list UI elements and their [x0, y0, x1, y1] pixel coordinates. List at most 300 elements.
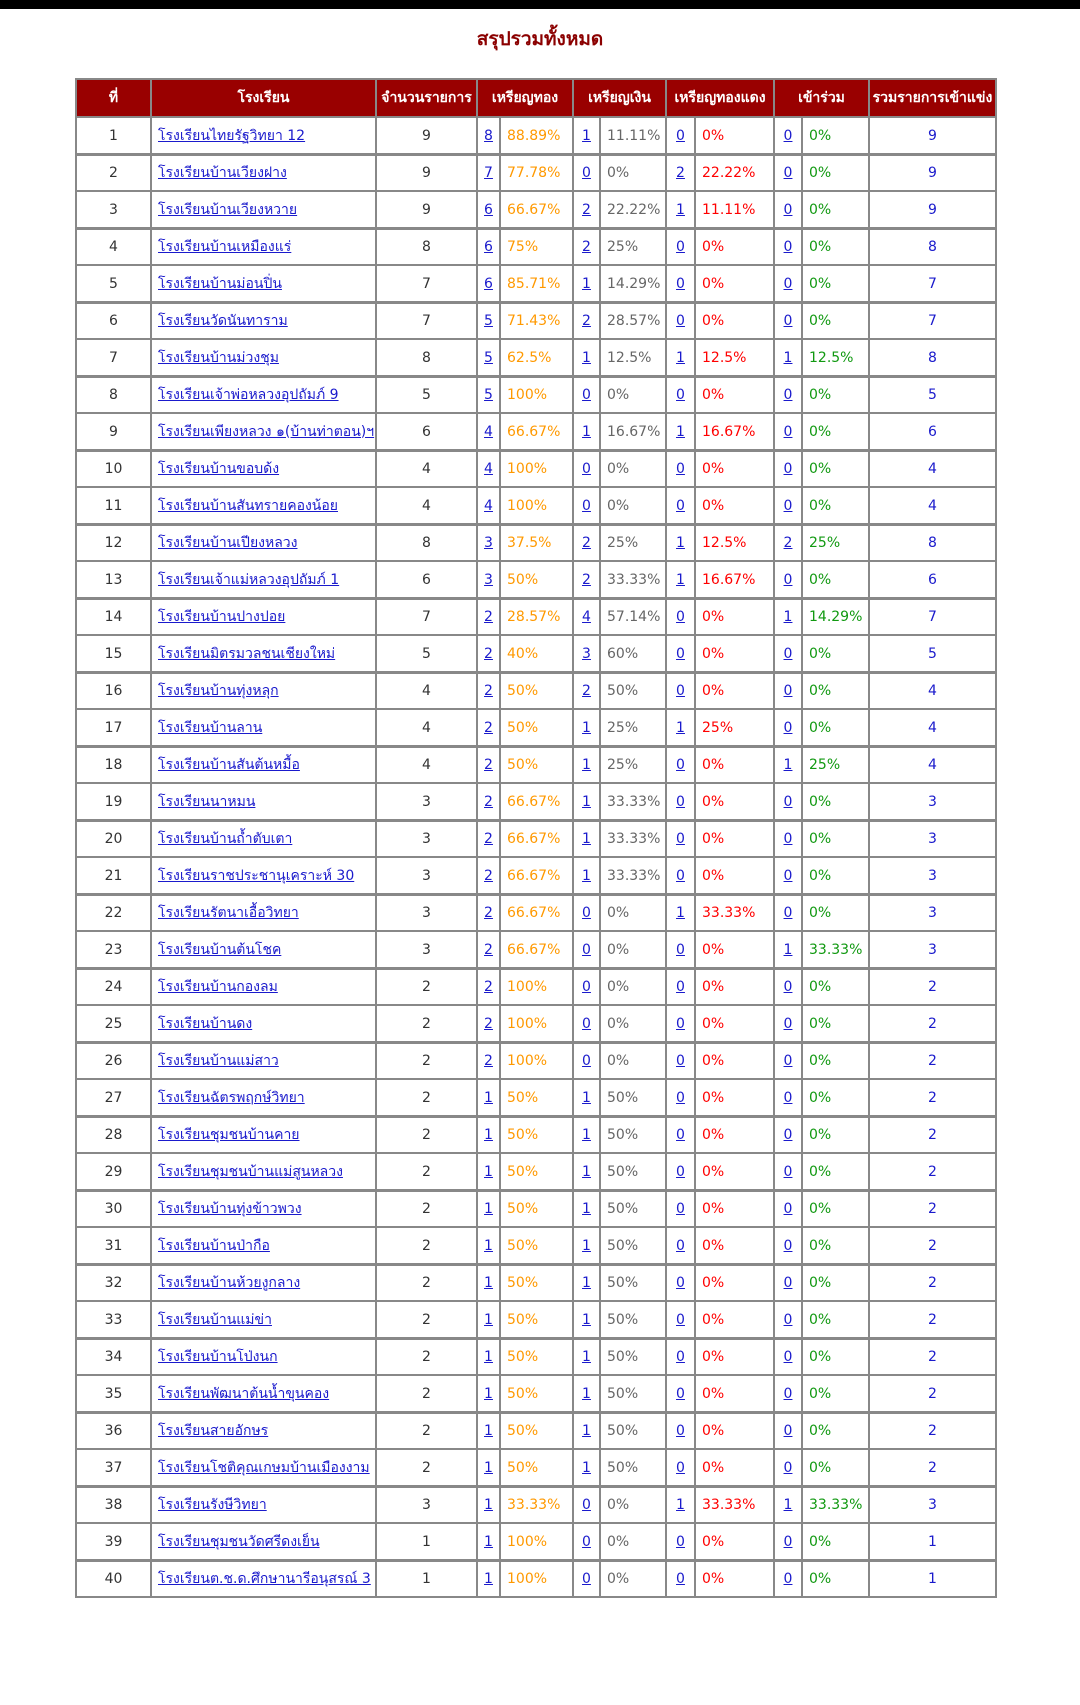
- join-count-link[interactable]: 0: [783, 1311, 793, 1328]
- table-row: [76, 1449, 996, 1486]
- item-count: 7: [376, 265, 477, 302]
- school-link[interactable]: โรงเรียนบ้านห้วยงูกลาง: [158, 1275, 301, 1291]
- school-link[interactable]: โรงเรียนรัตนาเอื้อวิทยา: [158, 905, 299, 921]
- silver-count-link[interactable]: 2: [582, 535, 591, 551]
- gold-count-link[interactable]: 5: [484, 387, 493, 403]
- join-count-link[interactable]: 0: [783, 1201, 793, 1217]
- gold-count-link[interactable]: 2: [484, 979, 493, 995]
- join-count-link[interactable]: 0: [783, 201, 793, 218]
- school-link[interactable]: โรงเรียนบ้านโป่งนก: [158, 1349, 278, 1365]
- join-count-cell: [774, 1449, 802, 1486]
- bronze-count-link[interactable]: 0: [676, 461, 685, 477]
- row-number: 36: [76, 1412, 151, 1449]
- gold-count-link[interactable]: 1: [484, 1423, 493, 1439]
- school-link[interactable]: โรงเรียนบ้านเปียงหลวง: [158, 535, 298, 551]
- silver-count-link[interactable]: 1: [582, 719, 591, 736]
- school-cell: [151, 820, 376, 857]
- silver-percent: 33.33%: [600, 820, 666, 857]
- table-row: [76, 1190, 996, 1227]
- bronze-count-cell: [666, 1375, 695, 1412]
- silver-count-link[interactable]: 0: [582, 1015, 591, 1032]
- silver-count-link[interactable]: 2: [582, 683, 591, 699]
- silver-count-link[interactable]: 1: [582, 1423, 591, 1439]
- bronze-percent: 0%: [695, 1227, 774, 1264]
- table-row: [76, 376, 996, 413]
- join-count-link[interactable]: 1: [783, 609, 793, 625]
- join-count-link[interactable]: 0: [783, 719, 793, 736]
- silver-count-cell: [573, 1264, 600, 1301]
- silver-count-link[interactable]: 1: [582, 1349, 591, 1365]
- bronze-count-link[interactable]: 0: [676, 275, 685, 292]
- gold-count-link[interactable]: 7: [484, 165, 493, 181]
- bronze-count-link[interactable]: 1: [676, 201, 685, 218]
- gold-count-cell: [477, 228, 500, 265]
- join-count-link[interactable]: 0: [783, 831, 793, 847]
- gold-percent: 50%: [500, 672, 573, 709]
- bronze-count-cell: [666, 1560, 695, 1597]
- silver-percent: 60%: [600, 635, 666, 672]
- item-count: 2: [376, 1190, 477, 1227]
- gold-count-link[interactable]: 2: [484, 793, 493, 810]
- gold-count-link[interactable]: 4: [484, 423, 493, 440]
- silver-count-link[interactable]: 0: [582, 905, 591, 921]
- school-link[interactable]: โรงเรียนบ้านเวียงฝาง: [158, 165, 287, 181]
- silver-count-link[interactable]: 1: [582, 423, 591, 440]
- bronze-count-link[interactable]: 0: [676, 313, 685, 329]
- school-link[interactable]: โรงเรียนชุมชนวัดศรีดงเย็น: [158, 1533, 320, 1550]
- join-count-link[interactable]: 0: [783, 313, 793, 329]
- bronze-count-link[interactable]: 0: [676, 1127, 685, 1143]
- school-link[interactable]: โรงเรียนบ้านม่วงชุม: [158, 349, 279, 366]
- join-count-link[interactable]: 0: [783, 1459, 793, 1476]
- silver-percent: 50%: [600, 1449, 666, 1486]
- bronze-count-link[interactable]: 0: [676, 867, 685, 884]
- silver-count-link[interactable]: 1: [582, 1459, 591, 1476]
- bronze-count-link[interactable]: 0: [676, 831, 685, 847]
- school-cell: [151, 450, 376, 487]
- silver-count-link[interactable]: 1: [582, 1163, 591, 1180]
- school-cell: [151, 783, 376, 820]
- school-cell: [151, 1227, 376, 1264]
- bronze-count-cell: [666, 1301, 695, 1338]
- silver-count-link[interactable]: 0: [582, 1497, 591, 1513]
- join-percent: 0%: [802, 1079, 869, 1116]
- silver-count-link[interactable]: 0: [582, 979, 591, 995]
- gold-count-cell: [477, 376, 500, 413]
- bronze-count-link[interactable]: 1: [676, 349, 685, 366]
- total-entries: 7: [869, 598, 996, 635]
- silver-count-cell: [573, 1412, 600, 1449]
- silver-count-link[interactable]: 0: [582, 1053, 591, 1069]
- silver-percent: 0%: [600, 968, 666, 1005]
- join-percent: 0%: [802, 1560, 869, 1597]
- gold-count-link[interactable]: 6: [484, 201, 493, 218]
- silver-percent: 0%: [600, 894, 666, 931]
- gold-count-cell: [477, 265, 500, 302]
- gold-count-cell: [477, 117, 500, 154]
- gold-count-link[interactable]: 1: [484, 1237, 493, 1254]
- school-link[interactable]: โรงเรียนโชติคุณเกษมบ้านเมืองงาม: [158, 1459, 370, 1476]
- gold-count-link[interactable]: 2: [484, 867, 493, 884]
- bronze-count-link[interactable]: 0: [676, 1459, 685, 1476]
- bronze-count-link[interactable]: 0: [676, 1163, 685, 1180]
- school-link[interactable]: โรงเรียนชุมชนบ้านคาย: [158, 1127, 300, 1143]
- gold-count-link[interactable]: 1: [484, 1127, 493, 1143]
- item-count: 2: [376, 1264, 477, 1301]
- silver-count-link[interactable]: 1: [582, 1089, 591, 1106]
- bronze-count-cell: [666, 154, 695, 191]
- row-number: 38: [76, 1486, 151, 1523]
- gold-count-link[interactable]: 3: [484, 571, 493, 588]
- gold-count-link[interactable]: 1: [484, 1459, 493, 1476]
- school-cell: [151, 1116, 376, 1153]
- gold-count-link[interactable]: 2: [484, 757, 493, 773]
- join-count-cell: [774, 117, 802, 154]
- gold-count-link[interactable]: 2: [484, 609, 493, 625]
- header-row: [76, 79, 996, 117]
- join-count-link[interactable]: 0: [783, 1015, 793, 1032]
- silver-count-cell: [573, 1486, 600, 1523]
- gold-count-link[interactable]: 1: [484, 1163, 493, 1180]
- gold-percent: 50%: [500, 1375, 573, 1412]
- bronze-count-link[interactable]: 0: [676, 683, 685, 699]
- join-percent: 0%: [802, 783, 869, 820]
- gold-count-link[interactable]: 2: [484, 645, 493, 662]
- school-link[interactable]: โรงเรียนวัดนันทาราม: [158, 313, 288, 329]
- join-count-link[interactable]: 1: [783, 941, 793, 958]
- bronze-count-link[interactable]: 0: [676, 645, 685, 662]
- school-cell: [151, 1301, 376, 1338]
- bronze-percent: 33.33%: [695, 894, 774, 931]
- join-count-link[interactable]: 2: [783, 535, 793, 551]
- bronze-percent: 22.22%: [695, 154, 774, 191]
- gold-percent: 66.67%: [500, 894, 573, 931]
- silver-count-link[interactable]: 0: [582, 497, 591, 514]
- join-count-link[interactable]: 0: [783, 1349, 793, 1365]
- silver-count-link[interactable]: 1: [582, 867, 591, 884]
- bronze-count-cell: [666, 746, 695, 783]
- total-entries: 9: [869, 117, 996, 154]
- gold-count-link[interactable]: 8: [484, 127, 493, 144]
- item-count: 3: [376, 894, 477, 931]
- table-row: [76, 117, 996, 154]
- gold-count-link[interactable]: 3: [484, 535, 493, 551]
- bronze-count-link[interactable]: 0: [676, 1237, 685, 1254]
- bronze-count-link[interactable]: 0: [676, 1533, 685, 1550]
- join-count-link[interactable]: 0: [783, 1237, 793, 1254]
- bronze-count-link[interactable]: 0: [676, 979, 685, 995]
- item-count: 7: [376, 302, 477, 339]
- gold-count-cell: [477, 1042, 500, 1079]
- school-link[interactable]: โรงเรียนเพียงหลวง ๑(บ้านท่าตอน)ฯ: [158, 423, 375, 440]
- row-number: 27: [76, 1079, 151, 1116]
- join-count-link[interactable]: 0: [783, 867, 793, 884]
- table-row: [76, 1486, 996, 1523]
- silver-count-link[interactable]: 1: [582, 1127, 591, 1143]
- gold-count-link[interactable]: 4: [484, 461, 493, 477]
- gold-count-link[interactable]: 2: [484, 941, 493, 958]
- bronze-count-cell: [666, 820, 695, 857]
- school-link[interactable]: โรงเรียนบ้านทุ่งหลุก: [158, 683, 279, 699]
- bronze-percent: 0%: [695, 598, 774, 635]
- school-link[interactable]: โรงเรียนบ้านป่ากือ: [158, 1237, 270, 1254]
- silver-count-link[interactable]: 0: [582, 387, 591, 403]
- bronze-percent: 0%: [695, 1523, 774, 1560]
- bronze-count-link[interactable]: 0: [676, 387, 685, 403]
- bronze-count-link[interactable]: 0: [676, 239, 685, 255]
- silver-count-link[interactable]: 0: [582, 941, 591, 958]
- row-number: 28: [76, 1116, 151, 1153]
- school-link[interactable]: โรงเรียนบ้านเหมืองแร่: [158, 239, 292, 255]
- school-link[interactable]: โรงเรียนบ้านสันทรายคองน้อย: [158, 497, 338, 514]
- row-number: 11: [76, 487, 151, 524]
- join-count-link[interactable]: 0: [783, 1089, 793, 1106]
- school-link[interactable]: โรงเรียนสายอักษร: [158, 1423, 269, 1439]
- bronze-count-link[interactable]: 0: [676, 1275, 685, 1291]
- silver-percent: 11.11%: [600, 117, 666, 154]
- item-count: 4: [376, 709, 477, 746]
- join-count-link[interactable]: 0: [783, 1275, 793, 1291]
- gold-count-link[interactable]: 5: [484, 313, 493, 329]
- silver-count-link[interactable]: 1: [582, 1275, 591, 1291]
- bronze-count-link[interactable]: 0: [676, 793, 685, 810]
- join-count-link[interactable]: 1: [783, 757, 793, 773]
- join-count-link[interactable]: 0: [783, 497, 793, 514]
- school-link[interactable]: โรงเรียนบ้านปางปอย: [158, 609, 286, 625]
- join-count-link[interactable]: 0: [783, 239, 793, 255]
- school-cell: [151, 968, 376, 1005]
- bronze-count-link[interactable]: 0: [676, 1201, 685, 1217]
- gold-count-link[interactable]: 1: [484, 1349, 493, 1365]
- silver-count-link[interactable]: 1: [582, 127, 591, 144]
- join-count-link[interactable]: 0: [783, 387, 793, 403]
- school-link[interactable]: โรงเรียนรังษีวิทยา: [158, 1497, 267, 1513]
- silver-count-link[interactable]: 1: [582, 1311, 591, 1328]
- silver-count-link[interactable]: 4: [582, 609, 591, 625]
- join-count-link[interactable]: 0: [783, 1127, 793, 1143]
- join-percent: 0%: [802, 1375, 869, 1412]
- gold-count-link[interactable]: 2: [484, 1015, 493, 1032]
- gold-percent: 50%: [500, 1338, 573, 1375]
- table-row: [76, 783, 996, 820]
- school-link[interactable]: โรงเรียนบ้านม่อนปิ่น: [158, 275, 282, 292]
- school-link[interactable]: โรงเรียนไทยรัฐวิทยา 12: [158, 127, 306, 144]
- join-count-link[interactable]: 0: [783, 979, 793, 995]
- gold-count-link[interactable]: 6: [484, 275, 493, 292]
- join-count-link[interactable]: 0: [783, 165, 793, 181]
- school-link[interactable]: โรงเรียนบ้านลาน: [158, 719, 263, 736]
- silver-count-link[interactable]: 0: [582, 165, 591, 181]
- silver-count-link[interactable]: 1: [582, 757, 591, 773]
- silver-count-link[interactable]: 2: [582, 571, 591, 588]
- silver-count-link[interactable]: 1: [582, 1385, 591, 1402]
- gold-count-link[interactable]: 5: [484, 349, 493, 366]
- join-percent: 0%: [802, 1042, 869, 1079]
- school-link[interactable]: โรงเรียนราชประชานุเคราะห์ 30: [158, 867, 355, 884]
- join-count-link[interactable]: 0: [783, 423, 793, 440]
- bronze-count-link[interactable]: 0: [676, 1015, 685, 1032]
- gold-percent: 100%: [500, 376, 573, 413]
- join-count-link[interactable]: 0: [783, 1163, 793, 1180]
- join-count-link[interactable]: 0: [783, 645, 793, 662]
- bronze-count-link[interactable]: 1: [676, 423, 685, 440]
- gold-count-link[interactable]: 2: [484, 831, 493, 847]
- bronze-count-link[interactable]: 0: [676, 609, 685, 625]
- school-link[interactable]: โรงเรียนนาหมน: [158, 793, 256, 810]
- gold-count-link[interactable]: 2: [484, 1053, 493, 1069]
- silver-count-link[interactable]: 0: [582, 1571, 591, 1587]
- bronze-count-link[interactable]: 0: [676, 1571, 685, 1587]
- school-link[interactable]: โรงเรียนบ้านแม่สาว: [158, 1053, 279, 1069]
- bronze-count-link[interactable]: 0: [676, 757, 685, 773]
- school-cell: [151, 1005, 376, 1042]
- bronze-count-link[interactable]: 1: [676, 719, 685, 736]
- gold-count-link[interactable]: 1: [484, 1571, 493, 1587]
- bronze-count-cell: [666, 524, 695, 561]
- table-row: [76, 1264, 996, 1301]
- header-join: เข้าร่วม: [774, 79, 869, 117]
- bronze-count-link[interactable]: 0: [676, 1311, 685, 1328]
- gold-count-link[interactable]: 1: [484, 1201, 493, 1217]
- silver-count-link[interactable]: 0: [582, 1533, 591, 1550]
- school-link[interactable]: โรงเรียนบ้านแม่ข่า: [158, 1311, 272, 1328]
- join-count-link[interactable]: 0: [783, 127, 793, 144]
- bronze-count-link[interactable]: 0: [676, 1423, 685, 1439]
- join-count-link[interactable]: 0: [783, 1385, 793, 1402]
- bronze-percent: 0%: [695, 376, 774, 413]
- join-count-link[interactable]: 0: [783, 1571, 793, 1587]
- join-count-link[interactable]: 0: [783, 1533, 793, 1550]
- gold-count-cell: [477, 931, 500, 968]
- gold-count-cell: [477, 524, 500, 561]
- school-link[interactable]: โรงเรียนบ้านถ้ำตับเตา: [158, 831, 293, 847]
- gold-count-link[interactable]: 1: [484, 1311, 493, 1328]
- bronze-count-link[interactable]: 0: [676, 127, 685, 144]
- bronze-count-link[interactable]: 0: [676, 1349, 685, 1365]
- join-percent: 0%: [802, 1116, 869, 1153]
- bronze-count-link[interactable]: 0: [676, 1053, 685, 1069]
- bronze-count-link[interactable]: 1: [676, 905, 685, 921]
- school-link[interactable]: โรงเรียนบ้านสันต้นหมื้อ: [158, 757, 300, 773]
- silver-count-link[interactable]: 2: [582, 201, 591, 218]
- silver-count-cell: [573, 635, 600, 672]
- join-count-cell: [774, 1560, 802, 1597]
- school-link[interactable]: โรงเรียนบ้านต้นโชค: [158, 941, 282, 958]
- gold-count-link[interactable]: 1: [484, 1533, 493, 1550]
- silver-count-link[interactable]: 1: [582, 349, 591, 366]
- silver-count-cell: [573, 524, 600, 561]
- school-link[interactable]: โรงเรียนชุมชนบ้านแม่สูนหลวง: [158, 1163, 343, 1180]
- bronze-count-cell: [666, 1523, 695, 1560]
- gold-count-link[interactable]: 1: [484, 1275, 493, 1291]
- join-percent: 33.33%: [802, 1486, 869, 1523]
- silver-count-cell: [573, 1227, 600, 1264]
- join-count-link[interactable]: 0: [783, 275, 793, 292]
- gold-count-link[interactable]: 4: [484, 497, 493, 514]
- gold-count-link[interactable]: 2: [484, 719, 493, 736]
- gold-percent: 50%: [500, 746, 573, 783]
- school-link[interactable]: โรงเรียนพัฒนาต้นน้ำขุนคอง: [158, 1385, 330, 1402]
- gold-count-cell: [477, 635, 500, 672]
- table-row: [76, 1560, 996, 1597]
- silver-count-link[interactable]: 1: [582, 1237, 591, 1254]
- bronze-percent: 0%: [695, 1042, 774, 1079]
- row-number: 29: [76, 1153, 151, 1190]
- silver-count-link[interactable]: 1: [582, 793, 591, 810]
- school-link[interactable]: โรงเรียนบ้านดง: [158, 1015, 253, 1032]
- item-count: 3: [376, 931, 477, 968]
- gold-count-link[interactable]: 6: [484, 239, 493, 255]
- school-link[interactable]: โรงเรียนบ้านขอบด้ง: [158, 461, 280, 477]
- silver-count-link[interactable]: 0: [582, 461, 591, 477]
- gold-percent: 100%: [500, 1523, 573, 1560]
- school-link[interactable]: โรงเรียนฉัตรพฤกษ์วิทยา: [158, 1089, 305, 1106]
- gold-count-link[interactable]: 2: [484, 905, 493, 921]
- bronze-count-link[interactable]: 1: [676, 535, 685, 551]
- silver-percent: 0%: [600, 1486, 666, 1523]
- silver-percent: 50%: [600, 1153, 666, 1190]
- silver-count-link[interactable]: 1: [582, 1201, 591, 1217]
- silver-count-link[interactable]: 2: [582, 239, 591, 255]
- bronze-count-link[interactable]: 0: [676, 1385, 685, 1402]
- bronze-count-cell: [666, 598, 695, 635]
- row-number: 1: [76, 117, 151, 154]
- join-count-link[interactable]: 0: [783, 793, 793, 810]
- school-link[interactable]: โรงเรียนเจ้าพ่อหลวงอุปถัมภ์ 9: [158, 387, 339, 403]
- bronze-count-link[interactable]: 0: [676, 941, 685, 958]
- bronze-count-link[interactable]: 0: [676, 1089, 685, 1106]
- silver-count-link[interactable]: 1: [582, 831, 591, 847]
- item-count: 3: [376, 1486, 477, 1523]
- school-link[interactable]: โรงเรียนบ้านทุ่งข้าวพวง: [158, 1201, 302, 1217]
- item-count: 2: [376, 1338, 477, 1375]
- gold-percent: 100%: [500, 1560, 573, 1597]
- silver-count-link[interactable]: 1: [582, 275, 591, 292]
- join-percent: 25%: [802, 524, 869, 561]
- join-count-link[interactable]: 0: [783, 683, 793, 699]
- school-link[interactable]: โรงเรียนเจ้าแม่หลวงอุปถัมภ์ 1: [158, 571, 340, 588]
- join-count-link[interactable]: 1: [783, 1497, 793, 1513]
- join-count-link[interactable]: 0: [783, 571, 793, 588]
- school-link[interactable]: โรงเรียนบ้านกองลม: [158, 979, 278, 995]
- join-count-link[interactable]: 0: [783, 1423, 793, 1439]
- join-count-link[interactable]: 0: [783, 1053, 793, 1069]
- gold-count-cell: [477, 302, 500, 339]
- bronze-count-link[interactable]: 1: [676, 571, 685, 588]
- join-count-link[interactable]: 0: [783, 905, 793, 921]
- school-link[interactable]: โรงเรียนมิตรมวลชนเชียงใหม่: [158, 645, 336, 662]
- gold-count-link[interactable]: 1: [484, 1497, 493, 1513]
- row-number: 35: [76, 1375, 151, 1412]
- join-percent: 0%: [802, 1153, 869, 1190]
- silver-count-link[interactable]: 2: [582, 313, 591, 329]
- gold-count-link[interactable]: 1: [484, 1089, 493, 1106]
- bronze-count-link[interactable]: 1: [676, 1497, 685, 1513]
- bronze-count-link[interactable]: 0: [676, 497, 685, 514]
- gold-count-cell: [477, 598, 500, 635]
- bronze-count-link[interactable]: 2: [676, 165, 685, 181]
- gold-count-link[interactable]: 1: [484, 1385, 493, 1402]
- silver-count-link[interactable]: 3: [582, 645, 591, 662]
- join-count-link[interactable]: 1: [783, 349, 793, 366]
- join-count-link[interactable]: 0: [783, 461, 793, 477]
- row-number: 30: [76, 1190, 151, 1227]
- gold-count-link[interactable]: 2: [484, 683, 493, 699]
- school-cell: [151, 376, 376, 413]
- school-link[interactable]: โรงเรียนบ้านเวียงหวาย: [158, 201, 298, 218]
- gold-percent: 50%: [500, 1079, 573, 1116]
- school-link[interactable]: โรงเรียนต.ช.ด.ศึกษานารีอนุสรณ์ 3: [158, 1571, 371, 1587]
